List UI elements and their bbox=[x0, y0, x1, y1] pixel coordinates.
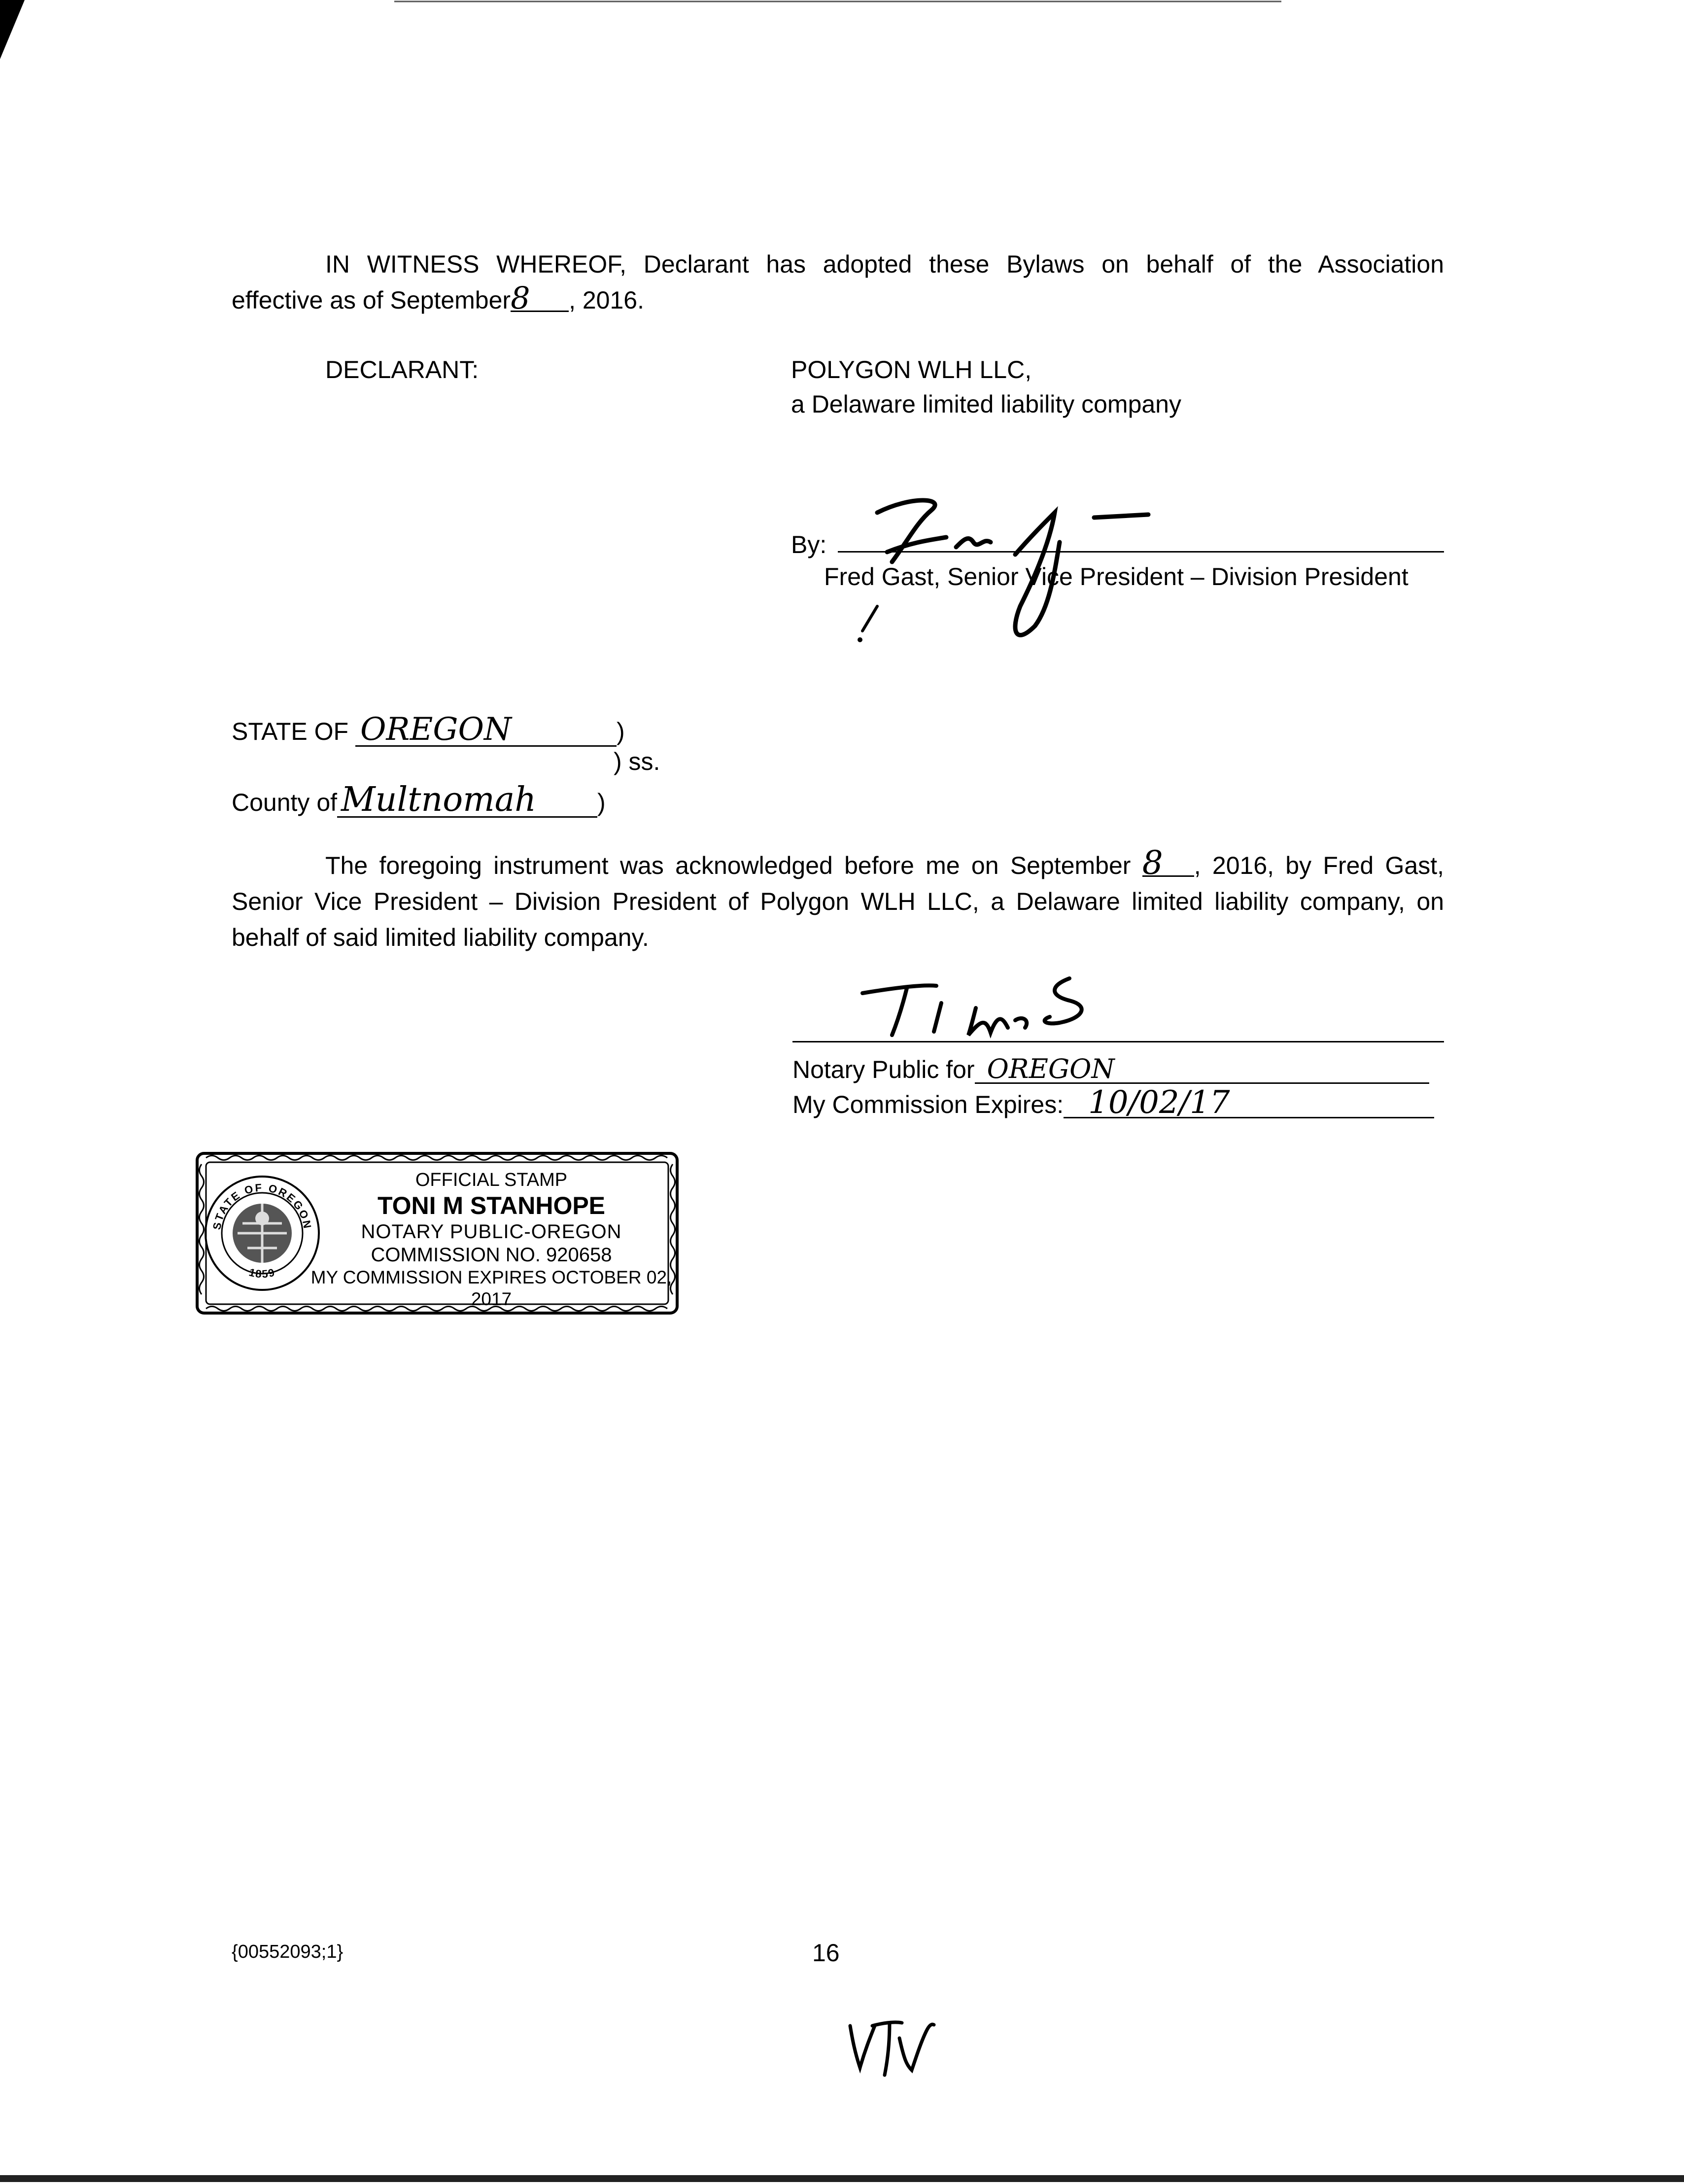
commission-expires-line bbox=[792, 1084, 1434, 1121]
by-label: By: bbox=[791, 531, 827, 558]
commission-expires-label: My Commission Expires: bbox=[792, 1091, 1064, 1118]
venue-ss-label: ) ss. bbox=[614, 748, 660, 775]
county-of-label: County of bbox=[232, 789, 338, 816]
official-notary-stamp bbox=[193, 1149, 681, 1317]
witness-line-2 bbox=[232, 282, 1444, 318]
document-id: {00552093;1} bbox=[232, 1941, 344, 1962]
acknowledgment-line-3: behalf of said limited liability company. bbox=[232, 924, 649, 951]
stamp-text-block bbox=[307, 1169, 676, 1310]
page-number: 16 bbox=[812, 1939, 840, 1967]
declarant-signer-name-title: Fred Gast, Senior Vice President – Division President bbox=[824, 563, 1409, 590]
declarant-company: POLYGON WLH LLC, bbox=[791, 356, 1032, 383]
acknowledgment-paragraph bbox=[232, 844, 1444, 956]
stamp-notary-name: TONI M STANHOPE bbox=[377, 1191, 606, 1219]
seal-year-text: 1859 bbox=[247, 1266, 277, 1281]
venue-state-line bbox=[232, 711, 625, 748]
state-close-paren: ) bbox=[616, 718, 625, 745]
svg-text:1859 bbox=[248, 1266, 277, 1280]
witness-year-text: , 2016. bbox=[569, 286, 644, 314]
county-handwritten-value: Multnomah bbox=[337, 784, 597, 818]
notary-public-for-line bbox=[792, 1055, 1429, 1084]
stamp-notary-title: NOTARY PUBLIC-OREGON bbox=[361, 1220, 622, 1243]
witness-day-handwritten: 8 bbox=[511, 286, 569, 312]
svg-text:STATE OF OREGON bbox=[210, 1181, 314, 1231]
acknowledgment-text: The foregoing instrument was acknowledged before me on September bbox=[325, 852, 1131, 879]
acknowledgment-day-handwritten: 8 bbox=[1142, 851, 1194, 877]
declarant-label: DECLARANT: bbox=[325, 356, 479, 383]
stamp-heading: OFFICIAL STAMP bbox=[415, 1170, 568, 1190]
acknowledgment-line-2: Senior Vice President – Division President of Polygon WLH LLC, a Delaware limited liability company, on bbox=[232, 888, 1444, 915]
county-close-paren: ) bbox=[597, 789, 606, 816]
signature-line-notary bbox=[792, 1041, 1444, 1042]
notary-public-for-label: Notary Public for bbox=[792, 1056, 975, 1083]
seal-state-text: STATE OF OREGON bbox=[210, 1181, 314, 1231]
handwritten-signature-notary bbox=[853, 973, 1188, 1052]
state-handwritten-value: OREGON bbox=[355, 714, 617, 747]
handwritten-initials bbox=[843, 2011, 941, 2080]
stamp-expiration: MY COMMISSION EXPIRES OCTOBER 02, 2017 bbox=[310, 1267, 672, 1309]
witness-line-1: IN WITNESS WHEREOF, Declarant has adopted these Bylaws on behalf of the Association bbox=[325, 250, 1444, 278]
acknowledgment-year-text: , 2016, by Fred Gast, bbox=[1194, 852, 1444, 879]
witness-effective-text: effective as of September bbox=[232, 286, 511, 314]
state-of-label: STATE OF bbox=[232, 718, 349, 745]
declarant-company-description: a Delaware limited liability company bbox=[791, 390, 1181, 418]
venue-county-line bbox=[232, 780, 606, 819]
notary-state-handwritten: OREGON bbox=[975, 1056, 1429, 1084]
acknowledgment-line-1 bbox=[232, 844, 1444, 884]
stamp-commission-number: COMMISSION NO. 920658 bbox=[371, 1244, 612, 1266]
commission-expires-handwritten: 10/02/17 bbox=[1064, 1088, 1434, 1118]
witness-paragraph bbox=[232, 246, 1444, 318]
